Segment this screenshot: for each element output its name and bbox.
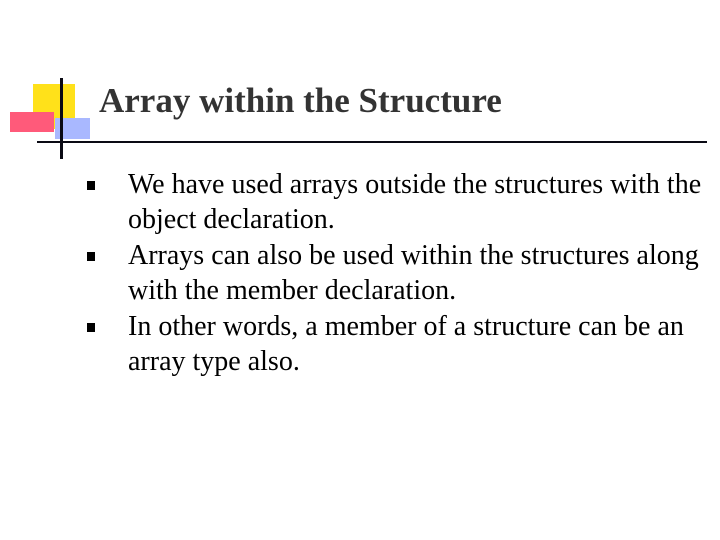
bullet-text: In other words, a member of a structure can be an array type also. <box>128 311 684 377</box>
square-bullet-icon <box>87 252 95 261</box>
bullet-list <box>87 167 707 379</box>
bullet-text: Arrays can also be used within the structures along with the member declaration. <box>128 240 699 306</box>
square-bullet-icon <box>87 323 95 332</box>
bullet-text: We have used arrays outside the structures with the object declaration. <box>128 169 702 235</box>
ornament-vertical-line <box>60 78 63 159</box>
square-bullet-icon <box>87 181 95 190</box>
title-underline <box>37 141 707 143</box>
bullet-item <box>87 309 707 379</box>
bullet-item <box>87 238 707 308</box>
ornament-red-bar <box>10 112 54 132</box>
ornament-yellow-square <box>33 84 75 129</box>
slide-title: Array within the Structure <box>99 81 502 120</box>
bullet-item <box>87 167 707 237</box>
ornament-blue-square <box>55 118 90 139</box>
